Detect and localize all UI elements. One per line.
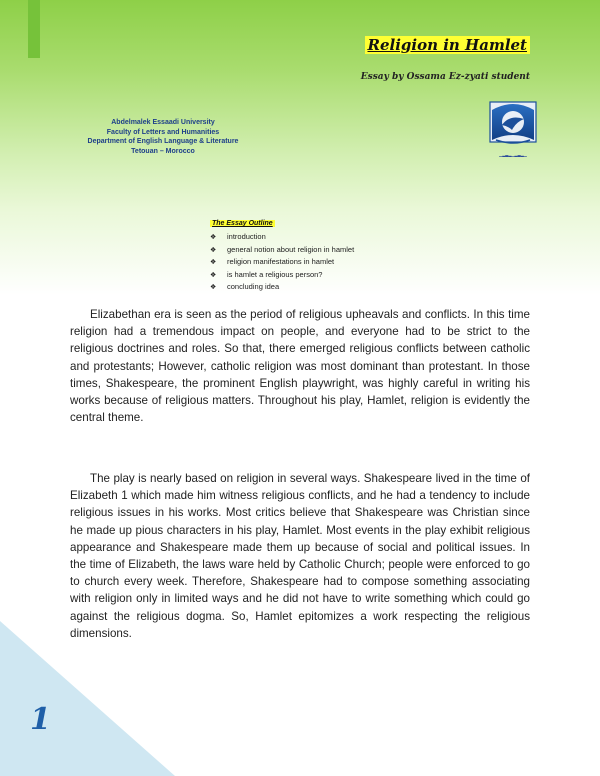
- outline-item-text: concluding idea: [227, 282, 280, 291]
- diamond-bullet-icon: ❖: [210, 246, 217, 254]
- diamond-bullet-icon: ❖: [210, 284, 217, 291]
- outline-title: The Essay Outline: [212, 220, 273, 227]
- university-logo: [488, 100, 538, 157]
- outline-list: [210, 231, 354, 294]
- department-name: Department of English Language & Literature: [87, 138, 239, 145]
- outline-item: [210, 281, 354, 294]
- outline-item: [210, 256, 354, 269]
- author-byline: Essay by Ossama Ez-zyati student: [360, 72, 530, 82]
- diamond-bullet-icon: ❖: [210, 234, 217, 241]
- university-name: Abdelmalek Essaadi University: [111, 119, 215, 126]
- essay-outline: [210, 212, 354, 294]
- faculty-name: Faculty of Letters and Humanities: [106, 128, 220, 136]
- outline-item: [210, 244, 354, 257]
- body-paragraph-2: The play is nearly based on religion in several ways. Shakespeare lived in the time of Elizabeth 1 which made him witness religious conflicts, and he had a tendency to include religious issues in his works. Most critics believe that Shakespeare was Christian since he made up pious characters in his play, Hamlet. Most events in the play exhibit religious appearance and Shakespeare made them up because of social and political issues. In the time of Elizabeth, the laws ware held by Catholic Church; people were enforced to go to church every week. Therefore, Shakespeare had to compose something associating with religion only in limited ways and he did not have to write something which could go against the religious dogma. So, Hamlet epitomizes a work respecting the religious dimensions.: [70, 472, 530, 640]
- logo-emblem-icon: [488, 100, 538, 150]
- logo-caption: ▁▂▃▂▁▂▃▂▁: [499, 152, 527, 157]
- outline-item-text: is hamlet a religious person?: [227, 269, 323, 279]
- page-number: 1: [30, 702, 51, 737]
- outline-item: [210, 231, 354, 244]
- city-name: Tetouan – Morocco: [131, 147, 195, 155]
- diamond-bullet-icon: ❖: [210, 259, 217, 266]
- outline-item-text: religion manifestations in hamlet: [227, 257, 335, 266]
- university-block: [68, 118, 258, 156]
- decorative-bar: [28, 0, 40, 58]
- outline-item: [210, 269, 354, 282]
- outline-item-text: general notion about religion in hamlet: [227, 244, 355, 254]
- outline-item-text: introduction: [227, 232, 266, 241]
- body-paragraph-1: Elizabethan era is seen as the period of religious upheavals and conflicts. In this time religion had a tremendous impact on people, and everyone had to be strict to the religious doctrines and roles. So that, there emerged religious conflicts between catholic and protestants; However, catholic religion was most dominant than protestant. In those times, Shakespeare, the prominent English playwright, was highly careful in writing his works because of religious matters. Throughout his play, Hamlet, religion is evidently the central theme.: [70, 308, 530, 425]
- document-title: Religion in Hamlet: [365, 36, 531, 54]
- corner-decoration: [0, 621, 175, 776]
- diamond-bullet-icon: ❖: [210, 271, 217, 279]
